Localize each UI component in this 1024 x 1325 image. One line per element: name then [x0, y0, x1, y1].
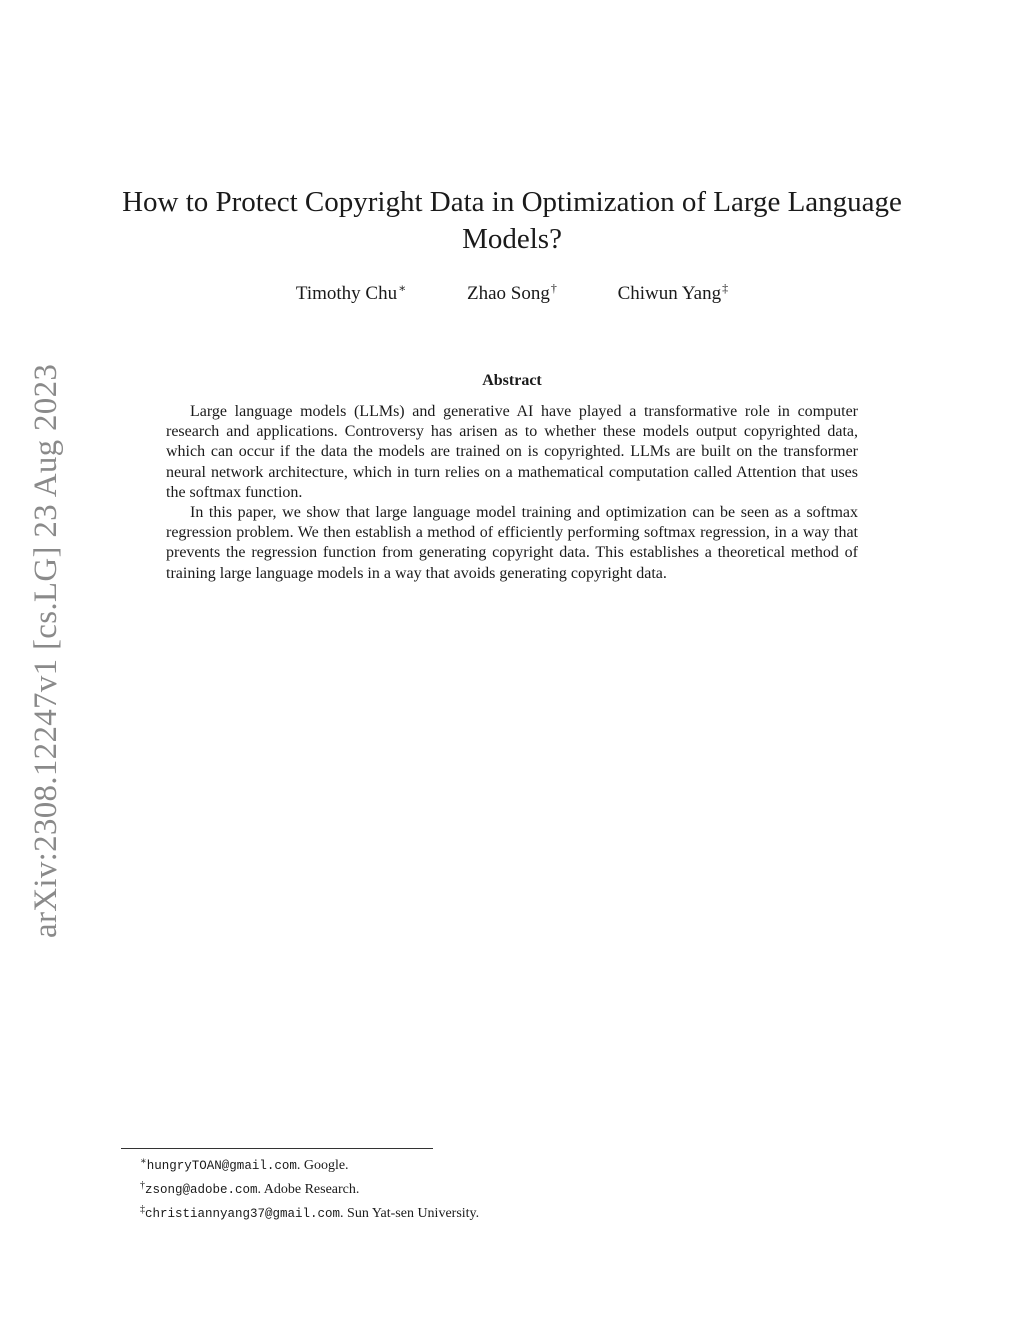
abstract-heading: Abstract [482, 372, 542, 389]
abstract-paragraph: In this paper, we show that large language model training and optimization can be seen as a softmax regression problem. We then establish a method of efficiently performing softmax regression, in a way that prevents the regression function from generating copyright data. This establishes a theoretical method of training large language models in a way that avoids generating copyright data. [166, 504, 858, 582]
footnote-email: hungryTOAN@gmail.com [146, 1159, 297, 1173]
footnote-2 [140, 1176, 479, 1200]
footnote-divider [121, 1148, 433, 1149]
footnote-email: zsong@adobe.com [145, 1183, 258, 1197]
author-1 [296, 281, 406, 305]
author-3 [618, 281, 728, 305]
abstract-body [166, 402, 858, 584]
footnote-3 [140, 1200, 479, 1224]
footnote-1 [140, 1152, 479, 1176]
footnote-mark: † [140, 1180, 145, 1191]
arxiv-identifier-stamp: arXiv:2308.12247v1 [cs.LG] 23 Aug 2023 [28, 363, 64, 938]
footnote-email: christiannyang37@gmail.com [145, 1207, 341, 1221]
footnote-affiliation: . Adobe Research. [257, 1182, 360, 1197]
footnote-mark: ‡ [140, 1204, 145, 1215]
author-2 [467, 281, 557, 305]
author-name: Zhao Song [467, 283, 550, 304]
author-name: Chiwun Yang [617, 283, 722, 304]
abstract-paragraph: Large language models (LLMs) and generative AI have played a transformative role in computer research and applications. Controversy has arisen as to whether these models output copyrighted data, which can occur if the data the models are trained on is copyrighted. LLMs are built on the transformer neural network architecture, which in turn relies on a mathematical computation called Attention that uses the softmax function. [166, 403, 858, 501]
author-list [0, 281, 1024, 305]
author-name: Timothy Chu [295, 283, 398, 304]
footnotes [140, 1152, 479, 1224]
footnote-affiliation: . Sun Yat-sen University. [340, 1206, 480, 1221]
author-footnote-mark: ∗ [398, 281, 407, 295]
author-footnote-mark: † [550, 281, 557, 295]
footnote-affiliation: . Google. [296, 1158, 349, 1173]
author-footnote-mark: ‡ [722, 281, 729, 295]
footnote-mark: ∗ [140, 1156, 147, 1167]
paper-title: How to Protect Copyright Data in Optimization of Large Language Models? [122, 186, 902, 255]
